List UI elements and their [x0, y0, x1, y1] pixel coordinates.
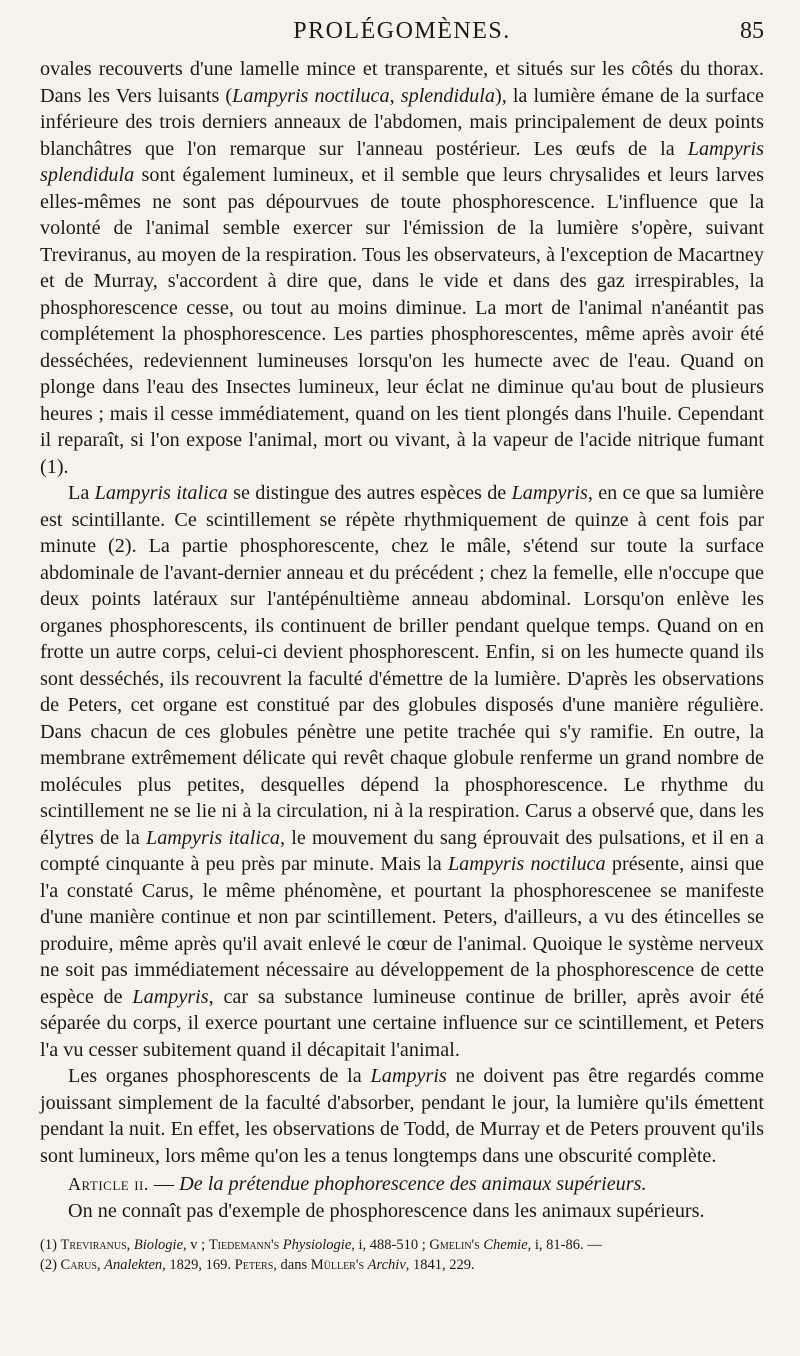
footnote-marker: (1)	[40, 1236, 61, 1253]
author-name: Treviranus	[60, 1236, 127, 1253]
footnote-1	[40, 1235, 764, 1255]
species-name: Lampyris	[511, 482, 588, 504]
running-title: PROLÉGOMÈNES.	[293, 18, 511, 44]
author-name: Carus	[60, 1256, 97, 1273]
text-run: se distingue des autres espèces de	[227, 482, 512, 504]
text-run: , le mouvement du sang éprouvait des pulsations, et il en a compté cinquante à peu près par minute. Mais la	[40, 826, 765, 875]
species-name: Lampyris italica	[145, 826, 281, 849]
work-title: Biologie	[133, 1236, 184, 1253]
text-run: ,	[96, 1256, 105, 1273]
work-title: Analekten	[104, 1256, 163, 1273]
article-label: Article ii.	[68, 1174, 149, 1194]
page-header	[40, 0, 764, 46]
species-name: Lampyris noctiluca	[447, 853, 606, 875]
species-name: Lampyris	[132, 985, 209, 1008]
text-run: ,	[389, 84, 401, 107]
article-title: De la prétendue phophorescence des animaux supérieurs.	[179, 1173, 647, 1195]
text-run: , 1841, 229.	[405, 1256, 475, 1273]
species-name: splendidula	[400, 84, 495, 107]
text-run: ,	[126, 1236, 134, 1253]
text-run: La	[68, 482, 95, 504]
species-name: Lampyris splendidula	[40, 137, 764, 186]
text-run: ovales recouverts d'une lamelle mince et transparente, et situés sur les côtés du thorax. Dans les Vers luisants (	[40, 58, 764, 107]
paragraph-1	[40, 56, 764, 480]
species-name: Lampyris noctiluca	[232, 84, 390, 107]
species-name: Lampyris italica	[94, 482, 228, 504]
text-run: , dans	[273, 1256, 311, 1273]
text-run: sont également lumineux, et il semble que leurs chrysalides et leurs larves elles-mêmes ne sont pas dépourvues de toute phosphorescence. L'influence que la volonté de l'animal semble exercer sur l'émission de la lumière s'opère, suivant Treviranus, au moyen de la respiration. Tous les observateurs, à l'exception de Macartney et de Murray, s'accordent à dire que, dans le vide et dans des gaz irrespirables, la phosphorescence cesse, ou tout au moins diminue. La mort de l'animal n'anéantit pas complétement la phosphorescence. Les parties phosphorescentes, même après avoir été desséchées, redeviennent lumineuses lorsqu'on les humecte avec de l'eau. Quand on plonge dans l'eau des Insectes lumineux, leur éclat ne diminue qu'au bout de plusieurs heures ; mais il cesse immédiatement, quand on les tient plongés dans l'huile. Cependant il reparaît, si l'on expose l'animal, mort ou vivant, à la vapeur de l'acide nitrique fumant (1).	[40, 164, 764, 478]
text-run: , i, 81-86. —	[527, 1236, 602, 1253]
text-run: , v ;	[183, 1236, 209, 1253]
species-name: Lampyris	[370, 1065, 447, 1087]
article-heading	[40, 1171, 764, 1198]
author-name: Tiedemann's	[208, 1236, 280, 1253]
body-text	[40, 56, 764, 1225]
text-run: ne doivent pas être regardés comme jouissant simplement de la faculté d'absorber, pendant le jour, la lumière qu'ils émettent pendant la nuit. En effet, les observations de Todd, de Murray et de Peters prouvent qu'ils sont lumineux, lors même qu'on les a tenus longtemps dans une obscurité complète.	[40, 1065, 765, 1167]
text-run: , i, 488-510 ;	[351, 1236, 430, 1253]
footnote-2	[40, 1255, 764, 1275]
footnote-marker: (2)	[40, 1256, 61, 1273]
work-title: Physiologie	[282, 1236, 352, 1253]
text-run: , en ce que sa lumière est scintillante. Ce scintillement se répète rhythmiquement de quinze à cent fois par minute (2). La partie phosphorescente, chez le mâle, s'étend sur toute la surface abdominale de l'avant-dernier anneau et du précédent ; chez la femelle, elle n'occupe que deux points latéraux sur l'antépénultième anneau abdominal. Lorsqu'on enlève les organes phosphorescents, ils continuent de briller pendant quelque temps. Quand on en frotte un autre corps, celui-ci devient phosphorescent. Enfin, si on les humecte quand ils sont desséchés, ils recouvrent la faculté d'émettre de la lumière. D'après les observations de Peters, cet organe est constitué par des globules disposés d'une manière régulière. Dans chacun de ces globules pénètre une petite trachée qui s'y ramifie. En outre, la membrane extrêmement délicate qui revêt chaque globule renferme un grand nombre de molécules plus petites, desquelles dépend la phosphorescence. Le rhythme du scintillement ne se lie ni à la circulation, ni à la respiration. Carus a observé que, dans les élytres de la	[40, 482, 765, 849]
text-run: , 1829, 169.	[162, 1256, 235, 1273]
text-run: ), la lumière émane de la surface inférieure des trois derniers anneaux de l'abdomen, mais principalement de deux points blanchâtres que l'on remarque sur l'anneau postérieur. Les œufs de la	[40, 84, 764, 160]
paragraph-2	[40, 480, 764, 1063]
footnotes	[40, 1235, 764, 1275]
author-name: Peters	[234, 1256, 274, 1273]
work-title: Archiv	[367, 1256, 406, 1273]
page-number: 85	[740, 18, 764, 44]
author-name: Müller's	[310, 1256, 365, 1273]
work-title: Chemie	[483, 1236, 528, 1253]
paragraph-3	[40, 1063, 764, 1169]
author-name: Gmelin's	[429, 1236, 480, 1253]
text-run: On ne connaît pas d'exemple de phosphorescence dans les animaux supérieurs.	[68, 1200, 705, 1222]
paragraph-4	[40, 1198, 764, 1225]
heading-dash: —	[148, 1173, 180, 1195]
text-run: présente, ainsi que l'a constaté Carus, le même phénomène, et pourtant la phosphorescenee se manifeste d'une manière continue et non par scintillement. Peters, d'ailleurs, a vu des étincelles se produire, même après qu'il avait enlevé le cœur de l'animal. Quoique le système nerveux ne soit pas immédiatement nécessaire au développement de la phosphorescence de cette espèce de	[40, 853, 765, 1008]
text-run: Les organes phosphorescents de la	[68, 1065, 371, 1087]
text-run: , car sa substance lumineuse continue de briller, après avoir été séparée du corps, il exerce pourtant une certaine influence sur ce scintillement, et Peters l'a vu cesser subitement quand il décapitait l'animal.	[40, 985, 764, 1061]
